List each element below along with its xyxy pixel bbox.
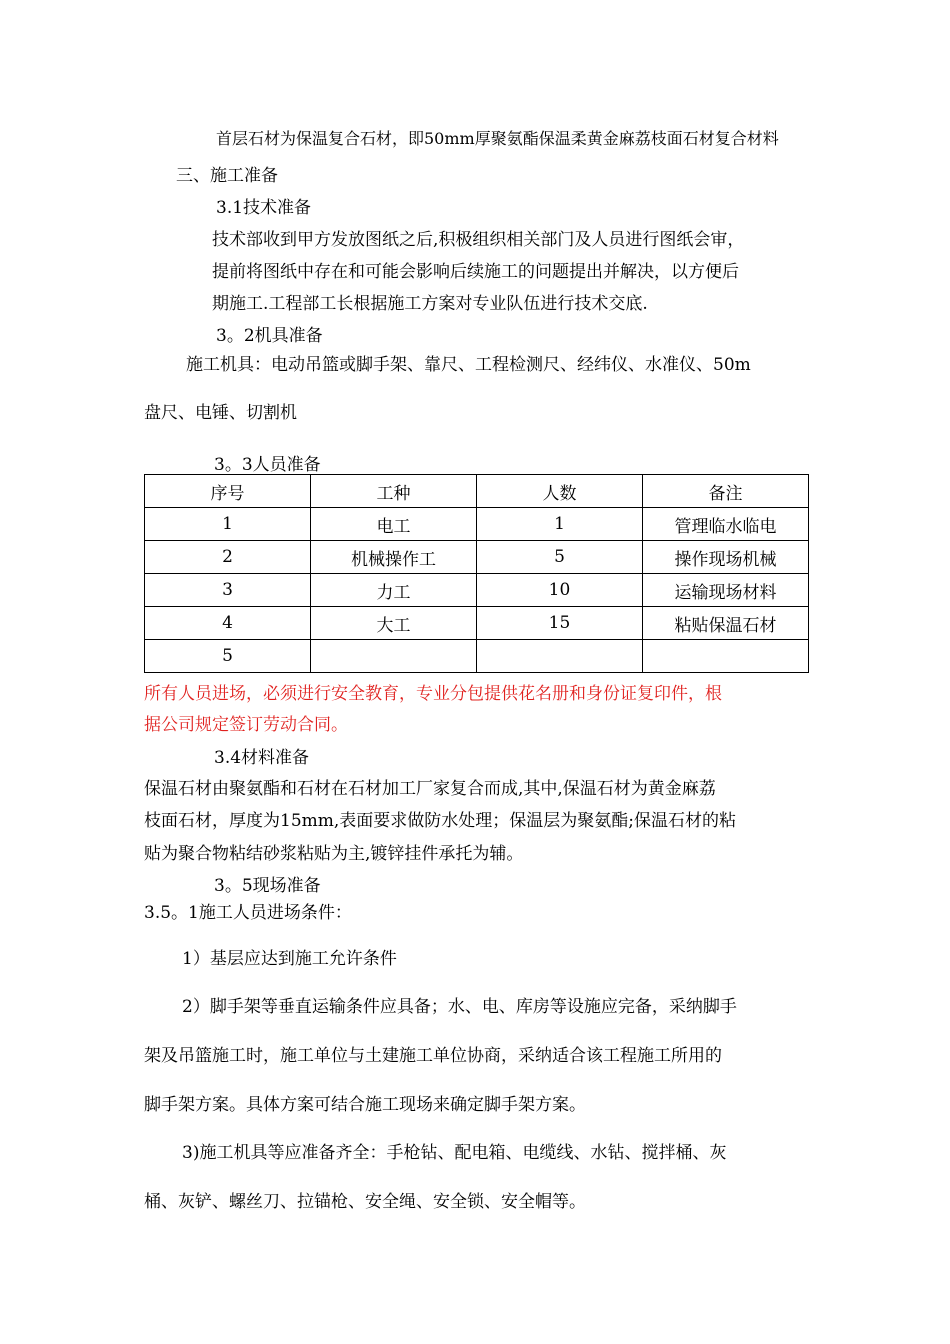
- table-cell: 10: [477, 574, 643, 607]
- equipment-line-2: 盘尺、电锤、切割机: [144, 403, 297, 423]
- table-cell: 大工: [311, 607, 477, 640]
- table-cell: 操作现场机械: [643, 541, 809, 574]
- condition-item-2-line-1: 2）脚手架等垂直运输条件应具备；水、电、库房等设施应完备，采纳脚手: [182, 997, 737, 1017]
- technical-prep-line-3: 期施工.工程部工长根据施工方案对专业队伍进行技术交底.: [212, 294, 648, 314]
- material-line-2: 枝面石材，厚度为15mm,表面要求做防水处理；保温层为聚氨酯;保温石材的粘: [144, 811, 737, 831]
- personnel-table: [144, 474, 809, 673]
- table-cell: 粘贴保温石材: [643, 607, 809, 640]
- table-row: [145, 574, 809, 607]
- table-cell: 2: [145, 541, 311, 574]
- technical-prep-line-2: 提前将图纸中存在和可能会影响后续施工的问题提出并解决，以方便后: [212, 262, 739, 282]
- condition-item-3-line-2: 桶、灰铲、螺丝刀、拉锚枪、安全绳、安全锁、安全帽等。: [144, 1192, 586, 1212]
- table-cell: 1: [145, 508, 311, 541]
- table-cell: 力工: [311, 574, 477, 607]
- table-cell: [643, 640, 809, 673]
- table-cell: 4: [145, 607, 311, 640]
- subheading-equipment-prep: 3。2机具准备: [216, 326, 323, 346]
- table-cell: 5: [477, 541, 643, 574]
- condition-item-2-line-2: 架及吊篮施工时，施工单位与土建施工单位协商，采纳适合该工程施工所用的: [144, 1046, 722, 1066]
- header-cell: 工种: [311, 475, 477, 508]
- header-cell: 备注: [643, 475, 809, 508]
- material-line-1: 保温石材由聚氨酯和石材在石材加工厂家复合而成,其中,保温石材为黄金麻荔: [144, 779, 716, 799]
- table-header-row: [145, 475, 809, 508]
- subheading-technical-prep: 3.1技术准备: [216, 198, 312, 218]
- header-cell: 人数: [477, 475, 643, 508]
- table-cell: 1: [477, 508, 643, 541]
- table-cell: [311, 640, 477, 673]
- subheading-site-prep: 3。5现场准备: [214, 876, 321, 896]
- condition-item-2-line-3: 脚手架方案。具体方案可结合施工现场来确定脚手架方案。: [144, 1095, 586, 1115]
- subheading-entry-conditions: 3.5。1施工人员进场条件：: [144, 903, 352, 923]
- table-cell: 15: [477, 607, 643, 640]
- equipment-line-1: 施工机具：电动吊篮或脚手架、靠尺、工程检测尺、经纬仪、水准仪、50m: [186, 355, 751, 375]
- table-row: [145, 508, 809, 541]
- subheading-material-prep: 3.4材料准备: [214, 748, 310, 768]
- table-row: [145, 607, 809, 640]
- section-heading-construction-prep: 三、施工准备: [176, 166, 278, 186]
- table-cell: 电工: [311, 508, 477, 541]
- technical-prep-line-1: 技术部收到甲方发放图纸之后,积极组织相关部门及人员进行图纸会审，: [212, 230, 745, 250]
- safety-notice-line-1: 所有人员进场，必须进行安全教育，专业分包提供花名册和身份证复印件，根: [144, 684, 722, 704]
- subheading-personnel-prep: 3。3人员准备: [214, 455, 321, 475]
- material-line-3: 贴为聚合物粘结砂浆粘贴为主,镀锌挂件承托为辅。: [144, 844, 524, 864]
- table-cell: 机械操作工: [311, 541, 477, 574]
- table-cell: [477, 640, 643, 673]
- table-cell: 运输现场材料: [643, 574, 809, 607]
- intro-paragraph: 首层石材为保温复合石材，即50mm厚聚氨酯保温柔黄金麻荔枝面石材复合材料: [216, 129, 779, 148]
- table-cell: 管理临水临电: [643, 508, 809, 541]
- condition-item-3-line-1: 3)施工机具等应准备齐全：手枪钻、配电箱、电缆线、水钻、搅拌桶、灰: [182, 1143, 727, 1163]
- table-row: [145, 541, 809, 574]
- header-cell: 序号: [145, 475, 311, 508]
- table-cell: 3: [145, 574, 311, 607]
- table-row: [145, 640, 809, 673]
- table-cell: 5: [145, 640, 311, 673]
- condition-item-1: 1）基层应达到施工允许条件: [182, 949, 397, 969]
- safety-notice-line-2: 据公司规定签订劳动合同。: [144, 715, 348, 735]
